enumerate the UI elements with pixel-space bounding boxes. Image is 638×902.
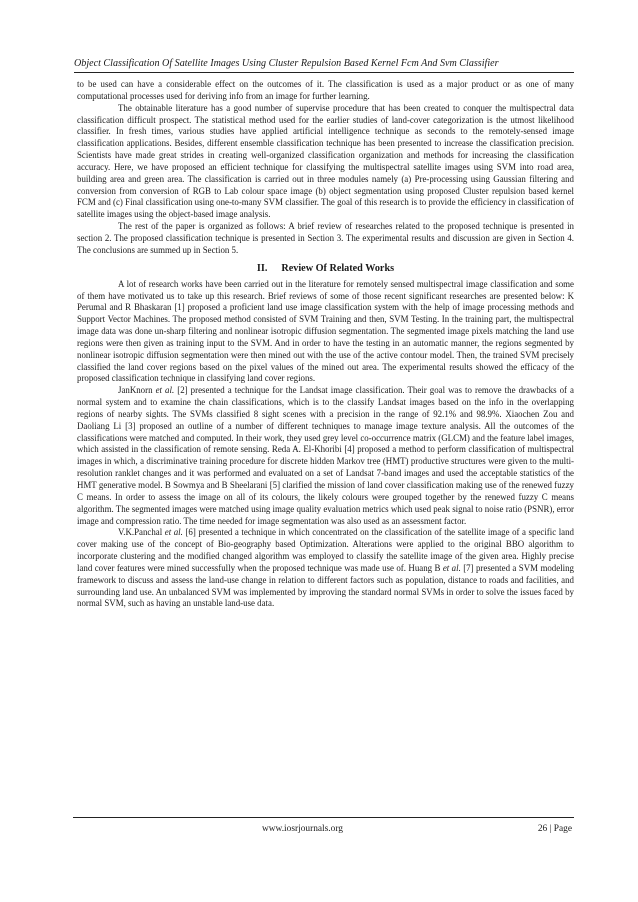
paragraph-text: [6] presented a technique in which concentrated on the classification of the satellite image of a specific land cover making use of the concept of Bio-geography based Optimization. Alterations were applied to the original BBO algorithm to incorporate clustering and the modified changed algorithm was employed to classify the satellite image of the given area. Highly precise land cover features were mined successfully when the proposed technique was made use of. Huang B bbox=[77, 527, 574, 573]
footer-page-number: 26 | Page bbox=[537, 824, 572, 834]
et-al: et al. bbox=[164, 527, 183, 538]
footer-website: www.iosrjournals.org bbox=[262, 824, 343, 834]
running-header: Object Classification Of Satellite Images Using Cluster Repulsion Based Kernel Fcm And Svm Classifier bbox=[74, 58, 499, 69]
section-title: Review Of Related Works bbox=[281, 262, 395, 274]
section-number: II. bbox=[256, 262, 268, 274]
paragraph-literature: The obtainable literature has a good number of supervise procedure that has been created to conquer the multispectral data classification difficult prospect. The statistical method used for the earlier studies of land-cover categorization is the utmost likelihood classifier. In fresh times, various studies have applied artificial intelligence technique as seconds to the remotely-sensed image classification applications. Besides, different ensemble classification technique has been presented to increase the classification precision. Scientists have made great strides in creating well-organized classification organization and methods for increasing the classification accuracy. Here, we have proposed an efficient technique for classifying the multispectral satellite images using SVM into road area, building area and green area. The classification is carried out in three modules namely (a) Pre-processing using Gaussian filtering and conversion from conversion of RGB to Lab colour space image (b) object segmentation using proposed Cluster repulsion based kernel FCM and (c) Final classification using one-to-many SVM classifier. The goal of this research is to provide the efficiency in classification of satellite images using the object-based image analysis. bbox=[77, 102, 574, 220]
et-al: et al. bbox=[442, 562, 461, 573]
paragraph-text: [2] presented a technique for the Landsat image classification. Their goal was to remove the drawbacks of a normal system and to examine the chain classifications, which is to the classify Landsat images based on the info in the overlapping regions of nearby sights. The SVMs classified 8 sight scenes with a precision in the range of 92.1% and 98.9%. Xiaochen Zou and Daoliang Li [3] proposed an outline of a number of different techniques to manage image texture analysis. All the outcomes of the classifications were matched and computed. In their work, they used grey level co-occurrence matrix (GLCM) and the feature label images, which assisted in the classification of remote sensing. Reda A. El-Khoribi [4] proposed a method to perform classification of multispectral images in which, a discriminative training procedure for discrete hidden Markov tree (HMT) productive structures were given to the multi-resolution ranklet changes and it was performed and evaluated on a set of Landsat 7-band images and used the acceptable statistics of the HMT generative model. B Sowmya and B Sheelarani [5] clarified the mission of land cover classification making use of the renewed fuzzy C means. In order to assess the image on all of its colours, the likely colours were grouped together by the renewed fuzzy C means algorithm. The segmented images were matched using image quality evaluation metrics which used peak signal to noise ratio (PSNR), error image and compression ratio. The time needed for image segmentation was also used as an assessment factor. bbox=[77, 385, 574, 526]
paragraph-review-1: A lot of research works have been carried out in the literature for remotely sensed multispectral image classification and some of them have motivated us to take up this research. Brief reviews of some of those recent significant researches are presented below: K Perumal and R Bhaskaran [1] proposed a proficient land use image classification system with the help of image processing methods and Support Vector Machines. The proposed method consisted of SVM Training and then, SVM Testing. In the training part, the multispectral image data was done un-sharp filtering and nonlinear isotropic diffusion segmentation. The segmented image pixels matching the land use regions were then given as training input to the SVM. And in order to have the testing in an automatic manner, the regions segmented by nonlinear isotropic diffusion segmentation were then mined out with the use of the active contour model. Then, the trained SVM precisely classified the land cover regions based on the pixel values of the mined out area. The experimental results showed the efficacy of the proposed classification technique in classifying land cover regions. bbox=[77, 278, 574, 384]
paragraph-text: [7] presented a SVM modeling framework to discuss and assess the land-use change in relation to different factors such as population, distance to roads and facilities, and surrounding land use. An unbalanced SVM was implemented by improving the standard normal SVMs in order to solve the issues faced by normal SVM, such as having an unstable land-use data. bbox=[77, 562, 574, 609]
section-heading bbox=[77, 262, 574, 275]
author-name: V.K.Panchal bbox=[118, 527, 165, 538]
footer-rule bbox=[73, 817, 574, 818]
paragraph-review-3 bbox=[77, 527, 574, 610]
header-rule bbox=[74, 72, 574, 73]
author-name: JanKnorn bbox=[118, 385, 156, 396]
paragraph-review-2 bbox=[77, 385, 574, 527]
paragraph-organization: The rest of the paper is organized as follows: A brief review of researches related to the proposed technique is presented in section 2. The proposed classification technique is presented in Section 3. The experimental results and discussion are given in Section 4. The conclusions are summed up in Section 5. bbox=[77, 221, 574, 255]
paragraph-intro-continued: to be used can have a considerable effect on the outcomes of it. The classification is used as a major product or as one of many computational processes used for deriving info from an image for further learning. bbox=[77, 79, 574, 101]
et-al: et al. bbox=[155, 385, 175, 396]
body-text bbox=[77, 79, 574, 610]
